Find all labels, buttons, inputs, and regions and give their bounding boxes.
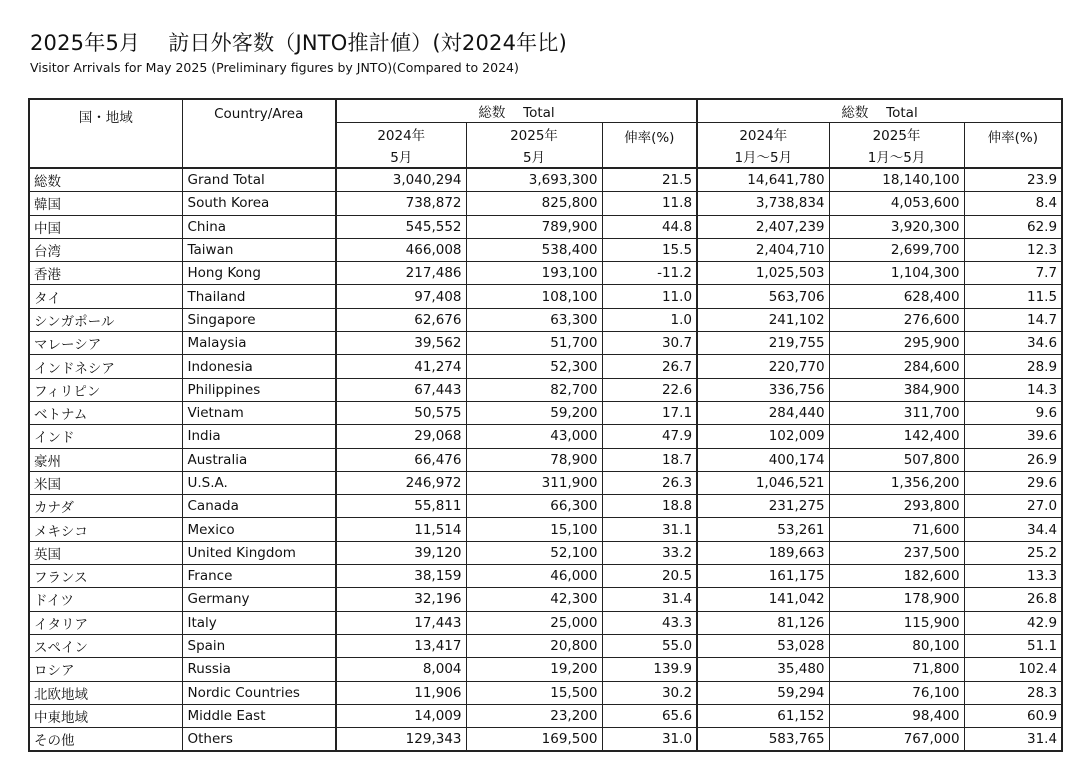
cell-ytd-2025: 1,104,300 <box>829 262 964 285</box>
cell-may-rate: 43.3 <box>602 611 697 634</box>
cell-country-ja: インドネシア <box>29 355 182 378</box>
cell-may-rate: 33.2 <box>602 541 697 564</box>
cell-ytd-2025: 115,900 <box>829 611 964 634</box>
cell-may-2024: 545,552 <box>336 215 466 238</box>
cell-ytd-2024: 35,480 <box>697 658 829 681</box>
cell-may-2025: 78,900 <box>466 448 602 471</box>
cell-ytd-2025: 4,053,600 <box>829 192 964 215</box>
cell-ytd-rate: 26.8 <box>964 588 1062 611</box>
cell-may-rate: 11.8 <box>602 192 697 215</box>
cell-may-2024: 41,274 <box>336 355 466 378</box>
cell-country-ja: マレーシア <box>29 332 182 355</box>
cell-ytd-rate: 13.3 <box>964 565 1062 588</box>
table-row <box>29 495 1062 518</box>
cell-may-2024: 129,343 <box>336 728 466 752</box>
cell-ytd-rate: 28.3 <box>964 681 1062 704</box>
page-subtitle: Visitor Arrivals for May 2025 (Preliminary figures by JNTO)(Compared to 2024) <box>30 60 519 75</box>
table-row <box>29 588 1062 611</box>
cell-ytd-2025: 182,600 <box>829 565 964 588</box>
cell-country-ja: 台湾 <box>29 238 182 261</box>
cell-country-ja: ロシア <box>29 658 182 681</box>
cell-country-ja: 香港 <box>29 262 182 285</box>
cell-may-rate: 65.6 <box>602 704 697 727</box>
cell-may-rate: 31.4 <box>602 588 697 611</box>
cell-country-en: South Korea <box>182 192 336 215</box>
cell-ytd-2024: 14,641,780 <box>697 168 829 192</box>
cell-may-rate: 44.8 <box>602 215 697 238</box>
cell-may-2024: 66,476 <box>336 448 466 471</box>
cell-country-en: India <box>182 425 336 448</box>
cell-country-ja: シンガポール <box>29 308 182 331</box>
cell-ytd-2025: 2,699,700 <box>829 238 964 261</box>
cell-may-2024: 55,811 <box>336 495 466 518</box>
cell-ytd-2025: 178,900 <box>829 588 964 611</box>
cell-ytd-2025: 767,000 <box>829 728 964 752</box>
cell-may-rate: 21.5 <box>602 168 697 192</box>
cell-ytd-rate: 34.4 <box>964 518 1062 541</box>
cell-country-ja: インド <box>29 425 182 448</box>
cell-ytd-2024: 1,025,503 <box>697 262 829 285</box>
cell-may-2024: 11,906 <box>336 681 466 704</box>
cell-ytd-rate: 7.7 <box>964 262 1062 285</box>
cell-ytd-2024: 220,770 <box>697 355 829 378</box>
cell-may-rate: 55.0 <box>602 634 697 657</box>
cell-country-ja: イタリア <box>29 611 182 634</box>
cell-country-ja: フランス <box>29 565 182 588</box>
cell-may-2025: 23,200 <box>466 704 602 727</box>
cell-country-en: Germany <box>182 588 336 611</box>
cell-may-2025: 3,693,300 <box>466 168 602 192</box>
cell-ytd-2025: 507,800 <box>829 448 964 471</box>
cell-may-2025: 66,300 <box>466 495 602 518</box>
cell-ytd-rate: 8.4 <box>964 192 1062 215</box>
cell-may-2024: 738,872 <box>336 192 466 215</box>
cell-may-rate: 31.0 <box>602 728 697 752</box>
header-may-2025-year: 2025年 <box>466 123 602 146</box>
cell-may-2024: 14,009 <box>336 704 466 727</box>
cell-may-2024: 50,575 <box>336 401 466 424</box>
cell-ytd-2025: 276,600 <box>829 308 964 331</box>
cell-may-2025: 538,400 <box>466 238 602 261</box>
cell-may-rate: 18.7 <box>602 448 697 471</box>
cell-country-en: Canada <box>182 495 336 518</box>
cell-country-ja: ベトナム <box>29 401 182 424</box>
cell-ytd-2024: 3,738,834 <box>697 192 829 215</box>
cell-ytd-rate: 28.9 <box>964 355 1062 378</box>
cell-ytd-rate: 14.3 <box>964 378 1062 401</box>
table-row <box>29 401 1062 424</box>
header-ytd-2025-year: 2025年 <box>829 123 964 146</box>
cell-country-en: Hong Kong <box>182 262 336 285</box>
cell-may-2024: 29,068 <box>336 425 466 448</box>
cell-ytd-rate: 9.6 <box>964 401 1062 424</box>
cell-country-en: Australia <box>182 448 336 471</box>
cell-ytd-2024: 189,663 <box>697 541 829 564</box>
cell-ytd-2025: 628,400 <box>829 285 964 308</box>
cell-ytd-2024: 102,009 <box>697 425 829 448</box>
cell-country-en: Philippines <box>182 378 336 401</box>
table-header <box>29 99 1062 168</box>
cell-country-ja: 北欧地域 <box>29 681 182 704</box>
cell-may-rate: 26.7 <box>602 355 697 378</box>
cell-country-en: France <box>182 565 336 588</box>
cell-ytd-rate: 39.6 <box>964 425 1062 448</box>
cell-ytd-2025: 311,700 <box>829 401 964 424</box>
cell-ytd-rate: 31.4 <box>964 728 1062 752</box>
cell-ytd-2025: 76,100 <box>829 681 964 704</box>
cell-country-ja: メキシコ <box>29 518 182 541</box>
cell-may-2024: 67,443 <box>336 378 466 401</box>
cell-country-en: China <box>182 215 336 238</box>
cell-may-rate: 30.7 <box>602 332 697 355</box>
cell-ytd-2024: 1,046,521 <box>697 471 829 494</box>
cell-ytd-2024: 161,175 <box>697 565 829 588</box>
cell-ytd-2024: 563,706 <box>697 285 829 308</box>
cell-ytd-rate: 62.9 <box>964 215 1062 238</box>
cell-may-2025: 15,500 <box>466 681 602 704</box>
cell-ytd-2024: 59,294 <box>697 681 829 704</box>
cell-ytd-2024: 336,756 <box>697 378 829 401</box>
cell-may-2025: 19,200 <box>466 658 602 681</box>
header-ytd-2025-month: 1月～5月 <box>829 145 964 168</box>
cell-may-2025: 43,000 <box>466 425 602 448</box>
cell-country-ja: フィリピン <box>29 378 182 401</box>
cell-may-rate: 22.6 <box>602 378 697 401</box>
cell-may-2024: 3,040,294 <box>336 168 466 192</box>
cell-may-2024: 97,408 <box>336 285 466 308</box>
cell-may-2024: 246,972 <box>336 471 466 494</box>
cell-country-en: Malaysia <box>182 332 336 355</box>
cell-ytd-2025: 237,500 <box>829 541 964 564</box>
cell-may-2024: 11,514 <box>336 518 466 541</box>
cell-ytd-rate: 12.3 <box>964 238 1062 261</box>
cell-ytd-rate: 51.1 <box>964 634 1062 657</box>
table-row <box>29 518 1062 541</box>
cell-ytd-2025: 3,920,300 <box>829 215 964 238</box>
header-may-rate: 伸率(%) <box>602 123 697 169</box>
table-row <box>29 192 1062 215</box>
table-row <box>29 728 1062 752</box>
cell-ytd-2025: 284,600 <box>829 355 964 378</box>
cell-ytd-rate: 102.4 <box>964 658 1062 681</box>
cell-country-ja: 総数 <box>29 168 182 192</box>
cell-may-2025: 51,700 <box>466 332 602 355</box>
cell-country-en: Russia <box>182 658 336 681</box>
cell-ytd-rate: 26.9 <box>964 448 1062 471</box>
page-title: 2025年5月 訪日外客数（JNTO推計値）(対2024年比) <box>30 31 567 55</box>
header-may-2025-month: 5月 <box>466 145 602 168</box>
cell-may-2024: 38,159 <box>336 565 466 588</box>
cell-ytd-2024: 81,126 <box>697 611 829 634</box>
cell-country-en: Mexico <box>182 518 336 541</box>
cell-country-en: Grand Total <box>182 168 336 192</box>
cell-may-2024: 17,443 <box>336 611 466 634</box>
cell-ytd-2024: 53,261 <box>697 518 829 541</box>
cell-country-ja: 米国 <box>29 471 182 494</box>
cell-ytd-2025: 98,400 <box>829 704 964 727</box>
table-row <box>29 308 1062 331</box>
cell-ytd-rate: 11.5 <box>964 285 1062 308</box>
cell-country-ja: 中東地域 <box>29 704 182 727</box>
header-group-may: 総数 Total <box>336 99 697 123</box>
cell-may-2025: 63,300 <box>466 308 602 331</box>
cell-country-ja: その他 <box>29 728 182 752</box>
cell-country-ja: 豪州 <box>29 448 182 471</box>
cell-ytd-2025: 384,900 <box>829 378 964 401</box>
cell-country-en: Singapore <box>182 308 336 331</box>
cell-may-2024: 39,120 <box>336 541 466 564</box>
cell-may-rate: 26.3 <box>602 471 697 494</box>
cell-ytd-2024: 241,102 <box>697 308 829 331</box>
cell-may-2025: 193,100 <box>466 262 602 285</box>
cell-may-rate: 18.8 <box>602 495 697 518</box>
table-row <box>29 262 1062 285</box>
cell-country-ja: ドイツ <box>29 588 182 611</box>
cell-may-2025: 789,900 <box>466 215 602 238</box>
cell-ytd-rate: 14.7 <box>964 308 1062 331</box>
cell-ytd-2024: 2,404,710 <box>697 238 829 261</box>
cell-ytd-2024: 141,042 <box>697 588 829 611</box>
cell-may-rate: 47.9 <box>602 425 697 448</box>
cell-may-2024: 39,562 <box>336 332 466 355</box>
cell-ytd-2024: 284,440 <box>697 401 829 424</box>
cell-country-en: Others <box>182 728 336 752</box>
cell-country-en: Spain <box>182 634 336 657</box>
cell-ytd-2025: 80,100 <box>829 634 964 657</box>
cell-ytd-rate: 25.2 <box>964 541 1062 564</box>
cell-ytd-2025: 293,800 <box>829 495 964 518</box>
table-row <box>29 168 1062 192</box>
table-row <box>29 471 1062 494</box>
cell-ytd-rate: 29.6 <box>964 471 1062 494</box>
cell-may-rate: 11.0 <box>602 285 697 308</box>
table-row <box>29 565 1062 588</box>
cell-country-en: Thailand <box>182 285 336 308</box>
table-row <box>29 611 1062 634</box>
header-ytd-rate: 伸率(%) <box>964 123 1062 169</box>
cell-ytd-rate: 60.9 <box>964 704 1062 727</box>
cell-country-ja: 韓国 <box>29 192 182 215</box>
cell-country-en: United Kingdom <box>182 541 336 564</box>
table-row <box>29 332 1062 355</box>
cell-may-rate: 139.9 <box>602 658 697 681</box>
table-row <box>29 541 1062 564</box>
cell-country-ja: スペイン <box>29 634 182 657</box>
table-row <box>29 355 1062 378</box>
table-row <box>29 238 1062 261</box>
cell-may-2024: 62,676 <box>336 308 466 331</box>
cell-ytd-rate: 23.9 <box>964 168 1062 192</box>
cell-country-ja: 中国 <box>29 215 182 238</box>
visitor-arrivals-table <box>28 98 1063 752</box>
cell-may-2025: 108,100 <box>466 285 602 308</box>
cell-may-2025: 52,300 <box>466 355 602 378</box>
cell-may-2024: 13,417 <box>336 634 466 657</box>
header-country-ja: 国・地域 <box>29 99 182 168</box>
cell-ytd-rate: 27.0 <box>964 495 1062 518</box>
cell-may-2025: 59,200 <box>466 401 602 424</box>
table-row <box>29 448 1062 471</box>
cell-may-2025: 20,800 <box>466 634 602 657</box>
cell-country-en: Middle East <box>182 704 336 727</box>
cell-country-en: Vietnam <box>182 401 336 424</box>
cell-ytd-2025: 1,356,200 <box>829 471 964 494</box>
cell-may-2025: 82,700 <box>466 378 602 401</box>
header-group-ytd: 総数 Total <box>697 99 1062 123</box>
cell-may-rate: 31.1 <box>602 518 697 541</box>
cell-may-2025: 825,800 <box>466 192 602 215</box>
header-country-en: Country/Area <box>182 99 336 168</box>
cell-ytd-rate: 34.6 <box>964 332 1062 355</box>
cell-country-en: Nordic Countries <box>182 681 336 704</box>
cell-may-rate: 1.0 <box>602 308 697 331</box>
cell-may-2025: 15,100 <box>466 518 602 541</box>
cell-ytd-2024: 583,765 <box>697 728 829 752</box>
table-row <box>29 378 1062 401</box>
cell-ytd-rate: 42.9 <box>964 611 1062 634</box>
cell-country-en: Italy <box>182 611 336 634</box>
cell-may-rate: 17.1 <box>602 401 697 424</box>
header-ytd-2024-year: 2024年 <box>697 123 829 146</box>
header-may-2024-year: 2024年 <box>336 123 466 146</box>
cell-ytd-2024: 231,275 <box>697 495 829 518</box>
cell-ytd-2024: 219,755 <box>697 332 829 355</box>
table-row <box>29 285 1062 308</box>
cell-country-ja: 英国 <box>29 541 182 564</box>
cell-may-2025: 169,500 <box>466 728 602 752</box>
cell-may-2024: 8,004 <box>336 658 466 681</box>
cell-may-rate: 30.2 <box>602 681 697 704</box>
table-row <box>29 681 1062 704</box>
cell-ytd-2025: 295,900 <box>829 332 964 355</box>
table-row <box>29 634 1062 657</box>
cell-ytd-2025: 71,800 <box>829 658 964 681</box>
table-row <box>29 704 1062 727</box>
table-row <box>29 658 1062 681</box>
cell-ytd-2024: 2,407,239 <box>697 215 829 238</box>
table-row <box>29 215 1062 238</box>
cell-ytd-2025: 142,400 <box>829 425 964 448</box>
cell-may-2024: 466,008 <box>336 238 466 261</box>
cell-may-2025: 25,000 <box>466 611 602 634</box>
cell-country-en: Indonesia <box>182 355 336 378</box>
cell-country-en: Taiwan <box>182 238 336 261</box>
cell-may-rate: 20.5 <box>602 565 697 588</box>
header-ytd-2024-month: 1月～5月 <box>697 145 829 168</box>
cell-may-rate: -11.2 <box>602 262 697 285</box>
cell-may-rate: 15.5 <box>602 238 697 261</box>
cell-country-en: U.S.A. <box>182 471 336 494</box>
cell-ytd-2024: 61,152 <box>697 704 829 727</box>
cell-may-2025: 42,300 <box>466 588 602 611</box>
table-row <box>29 425 1062 448</box>
cell-country-ja: カナダ <box>29 495 182 518</box>
cell-ytd-2025: 18,140,100 <box>829 168 964 192</box>
cell-ytd-2024: 400,174 <box>697 448 829 471</box>
cell-may-2024: 32,196 <box>336 588 466 611</box>
table-body <box>29 168 1062 751</box>
cell-country-ja: タイ <box>29 285 182 308</box>
header-may-2024-month: 5月 <box>336 145 466 168</box>
cell-may-2025: 311,900 <box>466 471 602 494</box>
cell-may-2025: 46,000 <box>466 565 602 588</box>
cell-ytd-2025: 71,600 <box>829 518 964 541</box>
cell-may-2024: 217,486 <box>336 262 466 285</box>
cell-may-2025: 52,100 <box>466 541 602 564</box>
cell-ytd-2024: 53,028 <box>697 634 829 657</box>
